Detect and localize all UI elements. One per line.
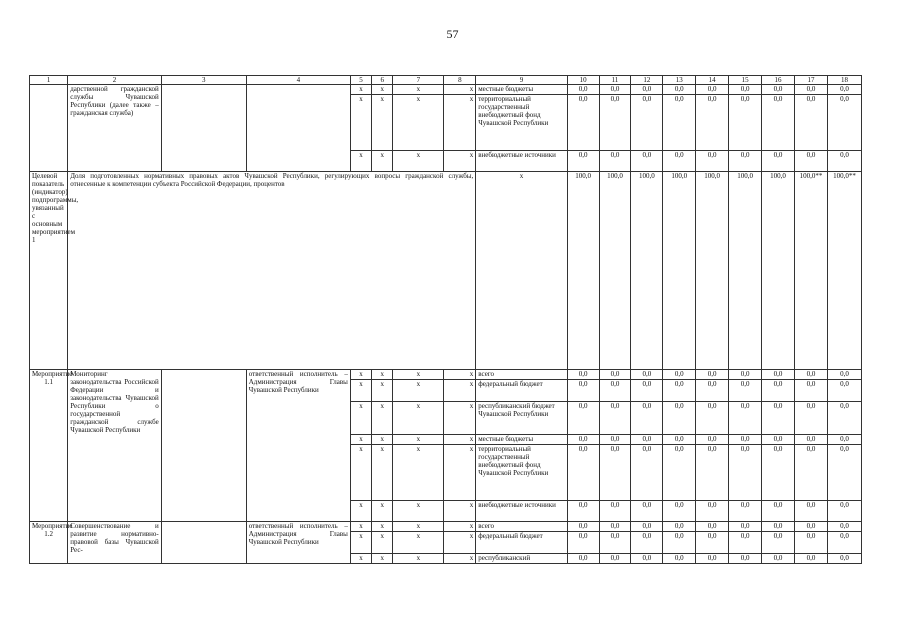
value-cell: 0,0 [795,402,828,435]
code-cell: x [393,402,444,435]
measure-name-cell: Совершенствование и развитие нормативно-правовой базы Чувашской Рес- [68,522,162,564]
code-cell: x [393,95,444,151]
value-cell: 0,0 [599,151,631,172]
value-cell: 0,0 [729,370,762,380]
value-cell: 0,0 [599,522,631,532]
code-cell: x [372,532,393,554]
source-cell: местные бюджеты [476,435,567,445]
value-cell: 0,0 [795,95,828,151]
header-cell: 11 [599,76,631,85]
source-cell: федеральный бюджет [476,380,567,402]
code-cell: x [372,85,393,95]
code-cell: x [372,501,393,522]
code-cell: x [350,151,371,172]
value-cell: 100,0 [567,172,599,370]
value-cell: 100,0 [696,172,729,370]
budget-table [29,75,862,564]
value-cell: 0,0 [795,370,828,380]
value-cell: 0,0 [696,85,729,95]
value-cell: 0,0 [795,435,828,445]
code-cell: x [444,445,476,501]
value-cell: 0,0 [631,554,663,564]
value-cell: 0,0 [795,501,828,522]
code-cell: x [444,380,476,402]
measure-label-cell: Мероприятие 1.1 [30,370,68,522]
value-cell: 0,0 [696,380,729,402]
code-cell: x [444,554,476,564]
code-cell: x [393,85,444,95]
header-cell: 1 [30,76,68,85]
code-cell: x [372,402,393,435]
value-cell: 0,0 [762,380,795,402]
value-cell: 0,0 [567,151,599,172]
code-cell: x [372,151,393,172]
value-cell: 0,0 [631,380,663,402]
source-cell: федеральный бюджет [476,532,567,554]
value-cell: 0,0 [663,151,696,172]
value-cell: 0,0 [567,95,599,151]
code-cell: x [372,370,393,380]
code-cell: x [350,85,371,95]
header-cell: 2 [68,76,162,85]
value-cell: 0,0 [696,402,729,435]
code-cell: x [350,445,371,501]
value-cell: 0,0 [631,402,663,435]
value-cell: 100,0 [631,172,663,370]
value-cell: 0,0 [631,522,663,532]
value-cell: 0,0 [696,532,729,554]
header-row [30,76,862,85]
code-cell: x [350,380,371,402]
header-cell: 9 [476,76,567,85]
header-cell: 16 [762,76,795,85]
value-cell: 0,0 [567,380,599,402]
value-cell: 100,0 [762,172,795,370]
value-cell: 0,0 [827,380,861,402]
value-cell: 0,0 [696,435,729,445]
value-cell: 0,0 [827,501,861,522]
value-cell: 0,0 [599,370,631,380]
value-cell: 100,0 [729,172,762,370]
source-cell: республиканский бюджет Чувашской Республики [476,402,567,435]
value-cell: 0,0 [696,554,729,564]
header-cell: 8 [444,76,476,85]
table-row [30,172,862,370]
header-cell: 18 [827,76,861,85]
value-cell: 0,0 [729,501,762,522]
value-cell: 0,0 [567,445,599,501]
value-cell: 0,0 [762,554,795,564]
header-cell: 6 [372,76,393,85]
value-cell: 0,0 [827,370,861,380]
header-cell: 14 [696,76,729,85]
value-cell: 0,0 [567,85,599,95]
code-cell: x [350,435,371,445]
value-cell: 0,0 [762,522,795,532]
value-cell: 0,0 [827,522,861,532]
value-cell: 0,0 [795,85,828,95]
value-cell: 0,0 [567,435,599,445]
value-cell: 0,0 [599,445,631,501]
header-cell: 17 [795,76,828,85]
value-cell: 0,0 [696,95,729,151]
value-cell: 0,0 [631,501,663,522]
value-cell: 0,0 [729,95,762,151]
event-name-cell: дарственной гражданской службы Чувашской Республики (далее также – гражданская служба) [68,85,162,172]
source-cell: местные бюджеты [476,85,567,95]
value-cell: 0,0 [762,370,795,380]
value-cell: 0,0 [663,445,696,501]
value-cell: 0,0 [663,522,696,532]
value-cell: 0,0 [663,501,696,522]
col3-cell [161,522,246,564]
value-cell: 0,0 [827,85,861,95]
col3-cell [161,85,246,172]
code-cell: x [393,151,444,172]
value-cell: 0,0 [663,554,696,564]
header-cell: 12 [631,76,663,85]
value-cell: 0,0 [696,445,729,501]
code-cell: x [393,532,444,554]
executor-cell: ответственный исполнитель – Администрация Главы Чувашской Республики [246,370,350,522]
value-cell: 0,0 [567,402,599,435]
value-cell: 100,0** [827,172,861,370]
value-cell: 0,0 [631,151,663,172]
value-cell: 0,0 [599,501,631,522]
value-cell: 0,0 [795,445,828,501]
code-cell: x [350,402,371,435]
value-cell: 100,0 [663,172,696,370]
value-cell: 0,0 [762,501,795,522]
source-cell: всего [476,370,567,380]
value-cell: 0,0 [762,445,795,501]
value-cell: 0,0 [599,532,631,554]
code-cell: x [350,501,371,522]
code-cell: x [372,95,393,151]
value-cell: 100,0 [599,172,631,370]
value-cell: 0,0 [663,95,696,151]
value-cell: 0,0 [631,370,663,380]
col1-cell [30,85,68,172]
value-cell: 0,0 [567,532,599,554]
value-cell: 0,0 [729,532,762,554]
code-cell: x [393,370,444,380]
code-cell: x [444,532,476,554]
value-cell: 0,0 [567,370,599,380]
value-cell: 100,0** [795,172,828,370]
value-cell: 0,0 [696,370,729,380]
code-cell: x [444,85,476,95]
table-row [30,85,862,95]
source-cell: территориальный государственный внебюджетный фонд Чувашской Республики [476,95,567,151]
value-cell: 0,0 [663,435,696,445]
page-number: 57 [446,27,459,41]
value-cell: 0,0 [795,522,828,532]
header-cell: 10 [567,76,599,85]
value-cell: 0,0 [599,380,631,402]
code-cell: x [350,370,371,380]
table-row [30,522,862,532]
value-cell: 0,0 [762,95,795,151]
source-cell: территориальный государственный внебюджетный фонд Чувашской Республики [476,445,567,501]
value-cell: 0,0 [599,85,631,95]
value-cell: 0,0 [631,445,663,501]
code-cell: x [393,380,444,402]
value-cell: 0,0 [729,380,762,402]
header-cell: 4 [246,76,350,85]
col3-cell [161,370,246,522]
value-cell: 0,0 [729,402,762,435]
code-cell: x [444,501,476,522]
value-cell: 0,0 [599,435,631,445]
value-cell: 0,0 [567,554,599,564]
value-cell: 0,0 [827,554,861,564]
code-cell: x [372,522,393,532]
source-cell: внебюджетные источники [476,501,567,522]
code-cell: x [444,151,476,172]
measure-label-cell: Мероприятие 1.2 [30,522,68,564]
value-cell: 0,0 [696,151,729,172]
value-cell: 0,0 [663,532,696,554]
value-cell: 0,0 [631,532,663,554]
code-cell: x [444,402,476,435]
value-cell: 0,0 [663,402,696,435]
code-cell: x [372,380,393,402]
value-cell: 0,0 [762,151,795,172]
code-cell: x [393,522,444,532]
indicator-text-cell: Доля подготовленных нормативных правовых актов Чувашской Республики, регулирующих вопросы гражданской службы, отнесенные к компетенции субъекта Российской Федерации, процентов [68,172,476,370]
code-cell: x [372,445,393,501]
code-cell: x [444,435,476,445]
value-cell: 0,0 [696,501,729,522]
value-cell: 0,0 [729,554,762,564]
value-cell: 0,0 [631,95,663,151]
value-cell: 0,0 [696,522,729,532]
value-cell: 0,0 [827,532,861,554]
code-cell: x [372,435,393,445]
value-cell: 0,0 [567,522,599,532]
source-cell: внебюджетные источники [476,151,567,172]
code-cell: x [350,532,371,554]
value-cell: 0,0 [795,554,828,564]
value-cell: 0,0 [827,445,861,501]
value-cell: 0,0 [599,554,631,564]
value-cell: 0,0 [663,380,696,402]
value-cell: 0,0 [729,435,762,445]
value-cell: 0,0 [762,85,795,95]
source-cell: всего [476,522,567,532]
code-cell: x [476,172,567,370]
code-cell: x [393,445,444,501]
code-cell: x [393,501,444,522]
header-cell: 5 [350,76,371,85]
code-cell: x [350,522,371,532]
value-cell: 0,0 [795,532,828,554]
code-cell: x [350,95,371,151]
value-cell: 0,0 [599,402,631,435]
indicator-label-cell: Целевой показатель (индикатор) подпрограммы, увязанный с основным мероприятием 1 [30,172,68,370]
code-cell: x [372,554,393,564]
value-cell: 0,0 [762,532,795,554]
value-cell: 0,0 [729,522,762,532]
value-cell: 0,0 [599,95,631,151]
value-cell: 0,0 [663,370,696,380]
source-cell: республиканский [476,554,567,564]
value-cell: 0,0 [827,402,861,435]
value-cell: 0,0 [827,151,861,172]
col4-cell [246,85,350,172]
code-cell: x [393,435,444,445]
header-cell: 3 [161,76,246,85]
value-cell: 0,0 [762,402,795,435]
value-cell: 0,0 [827,435,861,445]
table-row [30,370,862,380]
header-cell: 13 [663,76,696,85]
code-cell: x [350,554,371,564]
value-cell: 0,0 [631,435,663,445]
code-cell: x [444,95,476,151]
value-cell: 0,0 [729,85,762,95]
executor-cell: ответственный исполнитель – Администрация Главы Чувашской Республики [246,522,350,564]
code-cell: x [393,554,444,564]
value-cell: 0,0 [729,151,762,172]
value-cell: 0,0 [729,445,762,501]
code-cell: x [444,522,476,532]
value-cell: 0,0 [795,380,828,402]
code-cell: x [444,370,476,380]
value-cell: 0,0 [795,151,828,172]
value-cell: 0,0 [567,501,599,522]
value-cell: 0,0 [762,435,795,445]
header-cell: 7 [393,76,444,85]
value-cell: 0,0 [827,95,861,151]
value-cell: 0,0 [663,85,696,95]
value-cell: 0,0 [631,85,663,95]
measure-name-cell: Мониторинг законодательства Российской Федерации и законодательства Чувашской Республики о государственной гражданской службе Чувашской Республики [68,370,162,522]
header-cell: 15 [729,76,762,85]
